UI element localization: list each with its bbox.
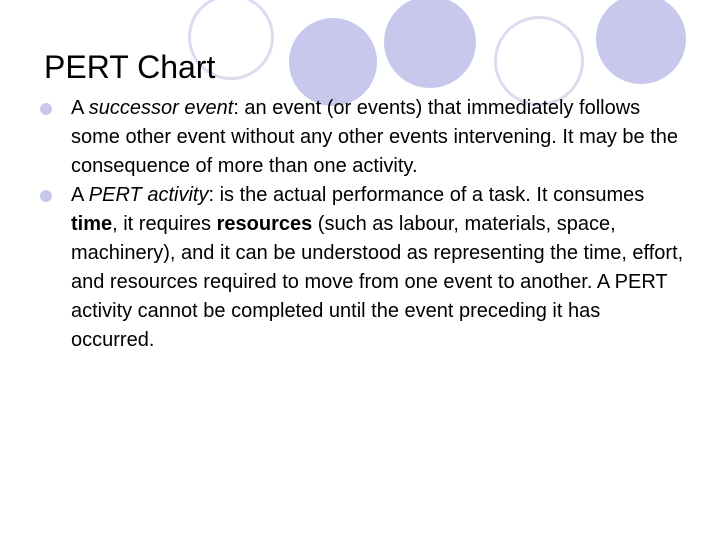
decorative-filled-circle (596, 0, 686, 84)
bullet-text-run: resources (216, 213, 313, 235)
bullet-text-run: , it requires (112, 213, 217, 235)
bullet-text-run: successor event (88, 97, 234, 119)
bullet-text-run: PERT activity (88, 184, 209, 206)
bullet-item (40, 94, 685, 181)
bullet-text-run: A (71, 184, 89, 206)
bullet-text-run: time (71, 213, 113, 235)
bullet-item (40, 181, 685, 355)
bullet-dot-icon (40, 103, 52, 115)
bullet-text-run: (such as labour, materials, space, machinery), and it can be understood as representing the time, effort, and resources required to move from one event to another. A PERT activity cannot be completed until the event preceding it has occurred. (71, 213, 684, 351)
decorative-filled-circle (289, 18, 377, 106)
bullet-text-run: : an event (or events) that immediately follows some other event without any other events intervening. It may be the consequence of more than one activity. (71, 97, 679, 177)
bullet-list (40, 94, 685, 355)
bullet-dot-icon (40, 190, 52, 202)
decorative-ring-circle (494, 16, 584, 106)
decorative-filled-circle (384, 0, 476, 88)
bullet-text-run: : is the actual performance of a task. It consumes (208, 184, 645, 206)
bullet-text-run: A (71, 97, 89, 119)
slide-title: PERT Chart (44, 49, 216, 85)
